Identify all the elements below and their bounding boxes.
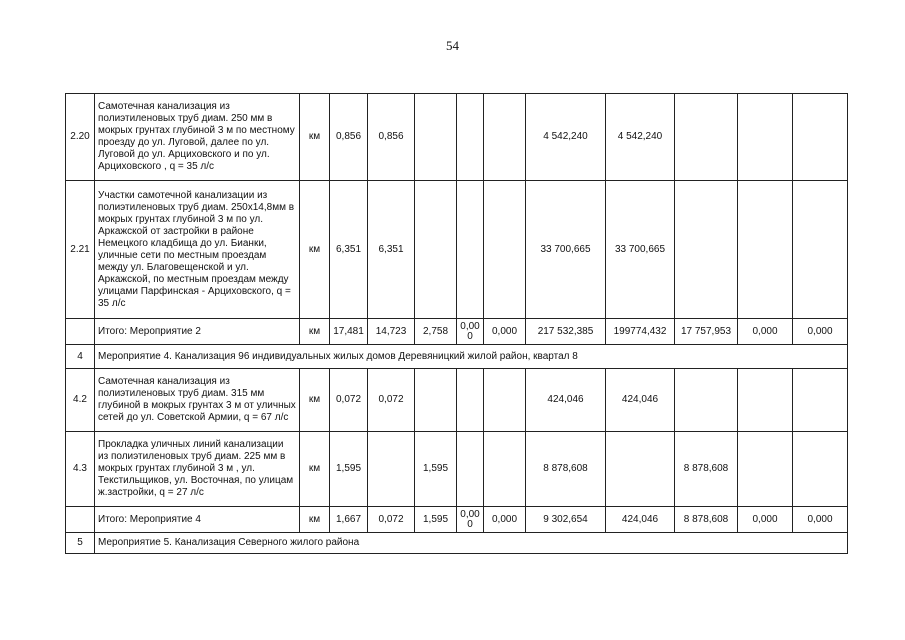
row-description: Итого: Мероприятие 4: [95, 507, 300, 533]
row-total-length: 0,072: [330, 369, 368, 432]
section-title: Мероприятие 4. Канализация 96 индивидуальных жилых домов Деревяницкий жилой район, квартал 8: [95, 345, 848, 369]
row-cost-1: 424,046: [606, 369, 675, 432]
table-row: [66, 369, 848, 432]
row-description: Самотечная канализация из полиэтиленовых труб диам. 315 мм глубиной в мокрых грунтах 3 м от уличных сетей до ул. Советской Армии, q = 67 л/с: [95, 369, 300, 432]
row-number: 4.2: [66, 369, 95, 432]
row-unit: км: [300, 319, 330, 345]
row-total-length: 6,351: [330, 181, 368, 319]
row-unit: км: [300, 507, 330, 533]
row-description: Самотечная канализация из полиэтиленовых труб диам. 250 мм в мокрых грунтах глубиной 3 м по местному проезду до ул. Луговой, далее по ул. Луговой до ул. Арциховского и по ул. Арциховского , q = 35 л/с: [95, 94, 300, 181]
row-number: 2.20: [66, 94, 95, 181]
table-row: [66, 94, 848, 181]
row-cost-1: 199774,432: [606, 319, 675, 345]
row-length-3: [457, 369, 484, 432]
row-unit: км: [300, 432, 330, 507]
row-cost-2: [675, 181, 738, 319]
row-total-length: 17,481: [330, 319, 368, 345]
row-cost-3: [738, 181, 793, 319]
row-length-2: [415, 369, 457, 432]
row-number: [66, 319, 95, 345]
row-length-3: [457, 181, 484, 319]
row-length-4: [484, 432, 526, 507]
row-cost-total: 4 542,240: [526, 94, 606, 181]
row-cost-2: [675, 94, 738, 181]
row-description: Участки самотечной канализации из полиэтиленовых труб диам. 250х14,8мм в мокрых грунтах глубиной 3 м по ул. Аркажской от застройки в районе Немецкого кладбища до ул. Бианки, уличные сети по местным проездам между ул. Благовещенской и ул. Аркажской, по местным проездам между улицами Парфинская - Арциховского, q = 35 л/с: [95, 181, 300, 319]
row-cost-3: [738, 432, 793, 507]
row-cost-4: 0,000: [793, 507, 848, 533]
row-cost-total: 9 302,654: [526, 507, 606, 533]
row-length-4: [484, 369, 526, 432]
row-description: Итого: Мероприятие 2: [95, 319, 300, 345]
row-cost-4: [793, 369, 848, 432]
row-cost-total: 8 878,608: [526, 432, 606, 507]
row-length-2: 1,595: [415, 507, 457, 533]
row-description: Прокладка уличных линий канализации из полиэтиленовых труб диам. 225 мм в мокрых грунтах глубиной 3 м , ул. Текстильщиков, ул. Восточная, по улицам ж.застройки, q = 27 л/с: [95, 432, 300, 507]
row-length-3: 0,00 0: [457, 319, 484, 345]
row-length-1: 14,723: [368, 319, 415, 345]
row-number: [66, 507, 95, 533]
row-length-4: 0,000: [484, 507, 526, 533]
row-cost-3: 0,000: [738, 319, 793, 345]
row-cost-2: 17 757,953: [675, 319, 738, 345]
section-row: [66, 533, 848, 554]
row-cost-1: [606, 432, 675, 507]
row-length-4: [484, 181, 526, 319]
table-row: [66, 432, 848, 507]
row-length-1: 0,072: [368, 369, 415, 432]
row-length-2: [415, 94, 457, 181]
row-length-1: [368, 432, 415, 507]
row-unit: км: [300, 94, 330, 181]
row-cost-3: [738, 94, 793, 181]
pipeline-cost-table: [65, 93, 848, 554]
section-number: 5: [66, 533, 95, 554]
row-cost-1: 424,046: [606, 507, 675, 533]
row-cost-4: [793, 181, 848, 319]
row-cost-2: [675, 369, 738, 432]
row-cost-4: [793, 94, 848, 181]
row-length-3: 0,00 0: [457, 507, 484, 533]
subtotal-row: [66, 319, 848, 345]
row-length-1: 0,072: [368, 507, 415, 533]
row-length-4: [484, 94, 526, 181]
row-length-3: [457, 432, 484, 507]
row-cost-1: 33 700,665: [606, 181, 675, 319]
row-total-length: 1,595: [330, 432, 368, 507]
section-row: [66, 345, 848, 369]
row-length-3: [457, 94, 484, 181]
row-cost-2: 8 878,608: [675, 507, 738, 533]
row-length-4: 0,000: [484, 319, 526, 345]
table-row: [66, 181, 848, 319]
row-length-1: 0,856: [368, 94, 415, 181]
page-number: 54: [446, 38, 459, 53]
section-number: 4: [66, 345, 95, 369]
row-number: 4.3: [66, 432, 95, 507]
row-total-length: 0,856: [330, 94, 368, 181]
section-title: Мероприятие 5. Канализация Северного жилого района: [95, 533, 848, 554]
row-unit: км: [300, 369, 330, 432]
row-length-1: 6,351: [368, 181, 415, 319]
row-cost-total: 424,046: [526, 369, 606, 432]
row-unit: км: [300, 181, 330, 319]
row-cost-1: 4 542,240: [606, 94, 675, 181]
row-length-2: 2,758: [415, 319, 457, 345]
row-number: 2.21: [66, 181, 95, 319]
row-cost-total: 33 700,665: [526, 181, 606, 319]
row-total-length: 1,667: [330, 507, 368, 533]
row-cost-total: 217 532,385: [526, 319, 606, 345]
row-cost-3: [738, 369, 793, 432]
subtotal-row: [66, 507, 848, 533]
row-length-2: [415, 181, 457, 319]
row-cost-2: 8 878,608: [675, 432, 738, 507]
row-cost-4: 0,000: [793, 319, 848, 345]
row-cost-3: 0,000: [738, 507, 793, 533]
row-cost-4: [793, 432, 848, 507]
row-length-2: 1,595: [415, 432, 457, 507]
